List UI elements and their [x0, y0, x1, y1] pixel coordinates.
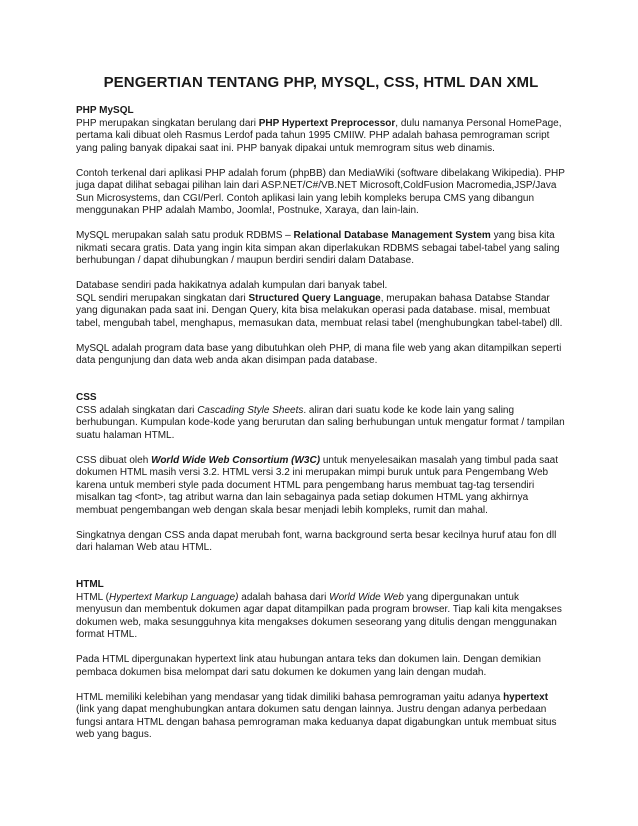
section-php-mysql: [76, 105, 566, 368]
emphasized-text: Relational Database Management System: [293, 230, 491, 241]
document-title: PENGERTIAN TENTANG PHP, MYSQL, CSS, HTML DAN XML: [103, 74, 539, 91]
paragraph: MySQL adalah program data base yang dibutuhkan oleh PHP, di mana file web yang akan ditampilkan seperti data pengunjung dan data web anda akan disimpan pada database.: [76, 342, 562, 366]
paragraph: Contoh terkenal dari aplikasi PHP adalah forum (phpBB) dan MediaWiki (software dibelakang Wikipedia). PHP juga dapat dilihat sebagai pilihan lain dari ASP.NET/C#/VB.NET Microsoft,ColdFusion Macromedia,JSP/Java Sun Microsystems, dan CGI/Perl. Contoh aplikasi lain yang lebih kompleks berupa CMS yang dibangun menggunakan PHP adalah Mambo, Joomla!, Postnuke, Xaraya, dan lain-lain.: [76, 167, 565, 216]
emphasized-text: World Wide Web Consortium (W3C): [151, 454, 321, 466]
emphasized-text: Cascading Style Sheets: [197, 404, 304, 416]
emphasized-text: World Wide Web: [329, 591, 404, 603]
emphasized-text: Hypertext Markup Language): [108, 591, 239, 603]
paragraph: CSS adalah singkatan dari Cascading Style Sheets. aliran dari suatu kode ke kode lain yang saling berhubungan. Kumpulan kode-kode yang berurutan dan saling berhubungan untuk mengatur format / tampilan suatu halaman HTML.: [76, 404, 565, 441]
section-heading-html: HTML: [76, 579, 104, 590]
emphasized-text: hypertext: [503, 691, 549, 703]
section-spacer: [76, 567, 566, 579]
section-spacer: [76, 380, 566, 392]
paragraph: HTML (Hypertext Markup Language) adalah bahasa dari World Wide Web yang dipergunakan untuk menyusun dan membentuk dokumen agar dapat ditampilkan pada program browser. Tiap kali kita mengakses dokumen web, maka sesungguhnya kita mengakses dokumen seseorang yang ditulis dengan menggunakan format HTML.: [76, 591, 562, 640]
section-css: [76, 392, 566, 555]
emphasized-text: PHP Hypertext Preprocessor: [258, 117, 396, 129]
paragraph: Singkatnya dengan CSS anda dapat merubah font, warna background serta besar kecilnya huruf atau fon dll dari halaman Web atau HTML.: [76, 529, 557, 553]
paragraph: Pada HTML dipergunakan hypertext link atau hubungan antara teks dan dokumen lain. Dengan demikian pembaca dokumen bisa melompat dari satu dokumen ke dokumen yang lain dengan mudah.: [76, 654, 541, 678]
paragraph: MySQL merupakan salah satu produk RDBMS – Relational Database Management System yang bisa kita nikmati secara gratis. Data yang ingin kita simpan akan diperlakukan RDBMS sebagai tabel-tabel yang saling berhubungan / dapat dihubungkan / maupun berdiri sendiri dalam Database.: [76, 230, 560, 266]
paragraph: Database sendiri pada hakikatnya adalah kumpulan dari banyak tabel. SQL sendiri merupakan singkatan dari Structured Query Language, merupakan bahasa Databse Standar yang digunakan pada saat ini. Dengan Query, kita bisa melakukan operasi pada database. misal, membuat tabel, mengubah tabel, menghapus, memasukan data, membuat relasi tabel (menghubungkan tabel-tabel) dll.: [76, 280, 563, 329]
section-heading-css: CSS: [76, 392, 97, 403]
paragraph: PHP merupakan singkatan berulang dari PHP Hypertext Preprocessor, dulu namanya Personal HomePage, pertama kali dibuat oleh Rasmus Lerdof pada tahun 1995 CMIIW. PHP adalah bahasa pemrograman script yang paling banyak dipakai saat ini. PHP banyak dipakai untuk memrogram situs web dinamis.: [76, 117, 562, 154]
section-html: [76, 579, 566, 742]
paragraph: CSS dibuat oleh World Wide Web Consortium (W3C) untuk menyelesaikan masalah yang timbul pada saat dokumen HTML masih versi 3.2. HTML versi 3.2 ini merupakan mimpi buruk untuk para Pengembang Web karena untuk memberi style pada document HTML para pengembang harus membuat tag-tag tersendiri misalkan tag <font>, tag atribut warna dan lain sebagainya pada setiap dokumen HTML yang akhirnya membuat pengembangan web dengan skala besar menjadi lebih kompleks, rumit dan mahal.: [76, 454, 558, 516]
paragraph: HTML memiliki kelebihan yang mendasar yang tidak dimiliki bahasa pemrograman yaitu adanya hypertext (link yang dapat menghubungkan antara dokumen satu dengan lainnya. Justru dengan adanya perbedaan fungsi antara HTML dengan bahasa pemrograman maka keduanya dapat digabungkan untuk membuat situs web yang bagus.: [76, 691, 557, 740]
emphasized-text: Structured Query Language: [248, 292, 381, 304]
section-heading-php-mysql: PHP MySQL: [76, 105, 134, 116]
